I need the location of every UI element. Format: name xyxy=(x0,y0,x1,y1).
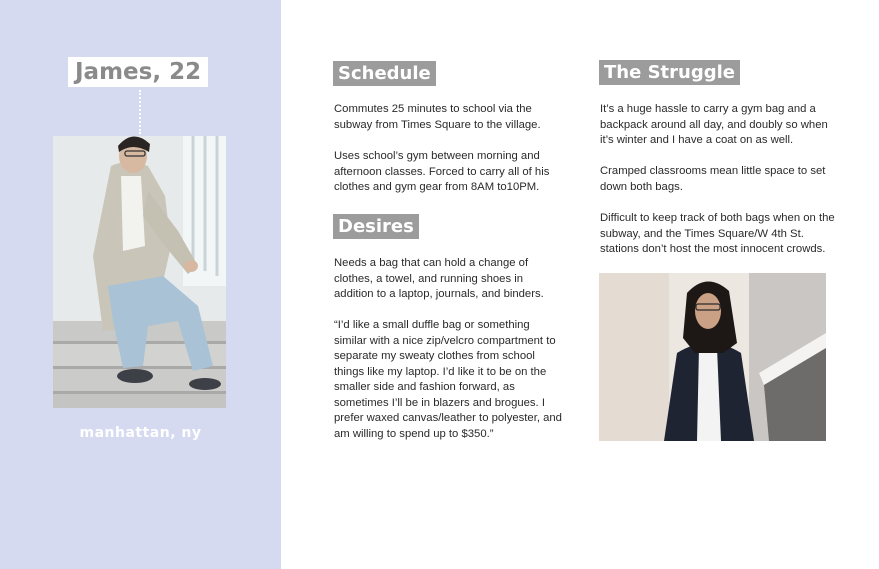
desires-paragraph: Needs a bag that can hold a change of clothes, a towel, and running shoes in addition to a laptop, journals, and binders. xyxy=(334,257,544,300)
persona-location: manhattan, ny xyxy=(79,425,202,441)
desires-heading: Desires xyxy=(333,214,419,239)
schedule-paragraph: Uses school’s gym between morning and afternoon classes. Forced to carry all of his clothes and gym gear from 8AM to10PM. xyxy=(334,150,550,193)
persona-photo-sitting xyxy=(53,136,226,408)
desires-quote: “I’d like a small duffle bag or something similar with a nice zip/velcro compartment to separate my sweaty clothes from school things like my laptop. I’d like it to be on the smaller side and fashion forward, as sometimes I’ll be in blazers and brogues. I prefer waxed canvas/leather to polyester, and am willing to spend up to $350.” xyxy=(334,319,562,440)
struggle-heading: The Struggle xyxy=(599,60,740,85)
persona-sidebar xyxy=(0,0,281,569)
struggle-paragraph: Difficult to keep track of both bags when on the subway, and the Times Square/W 4th St. stations don’t host the most innocent crowds. xyxy=(600,212,835,255)
persona-name: James, 22 xyxy=(68,57,208,87)
dotted-connector xyxy=(139,90,141,134)
struggle-paragraph: Cramped classrooms mean little space to set down both bags. xyxy=(600,165,826,193)
schedule-heading: Schedule xyxy=(333,61,436,86)
persona-photo-portrait xyxy=(599,273,826,441)
schedule-paragraph: Commutes 25 minutes to school via the subway from Times Square to the village. xyxy=(334,103,541,131)
struggle-paragraph: It’s a huge hassle to carry a gym bag and a backpack around all day, and doubly so when it’s winter and I have a coat on as well. xyxy=(600,103,828,146)
